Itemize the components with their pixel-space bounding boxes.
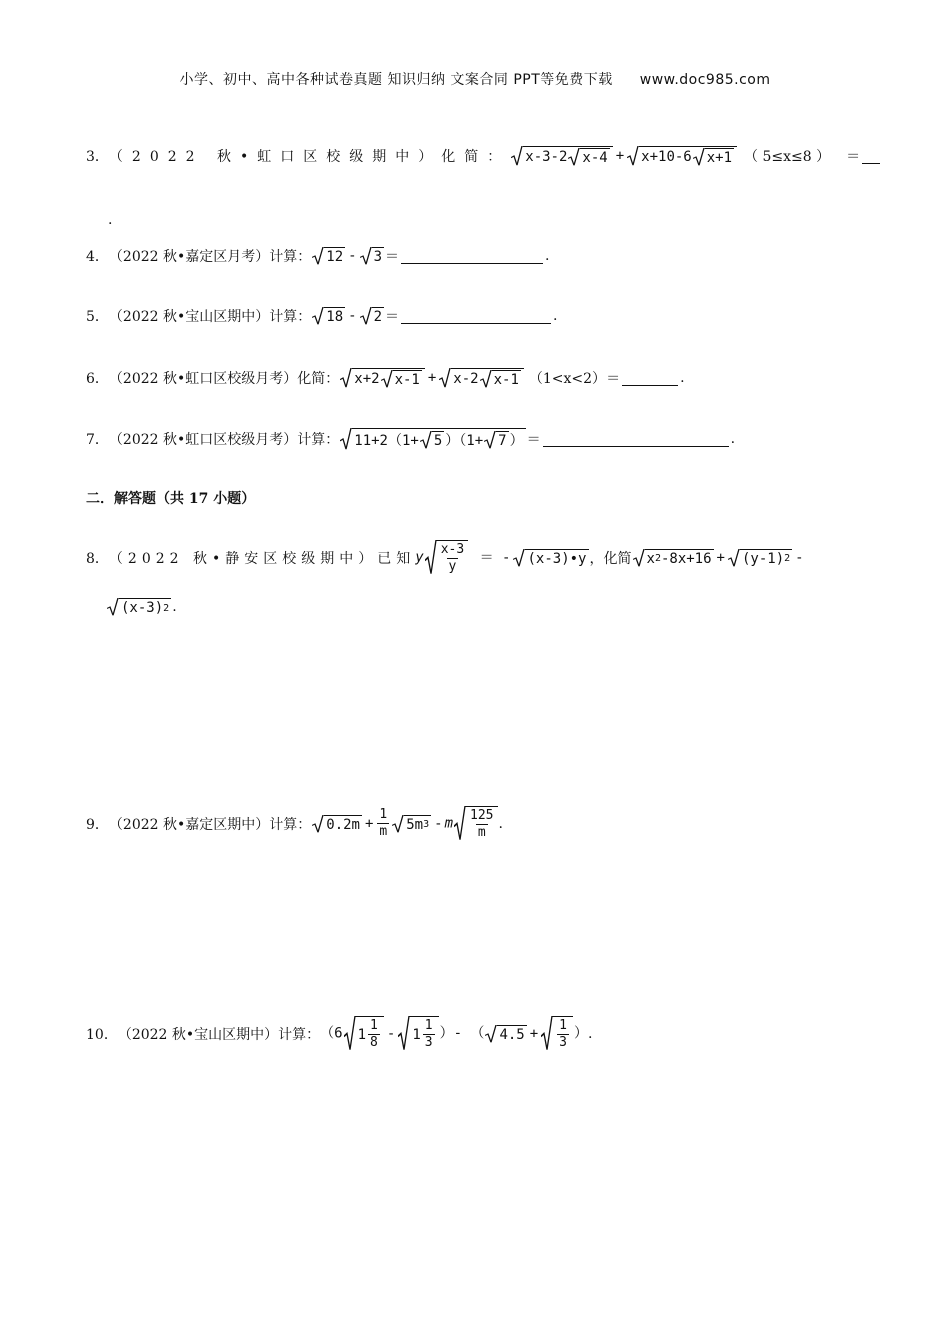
radical	[485, 1025, 526, 1043]
problem-number: 7．	[86, 432, 109, 448]
problem-number: 5．	[86, 309, 109, 325]
equals: ＝	[385, 249, 399, 265]
problem-source: （2022 秋•静安区校级期中）已知	[108, 550, 416, 567]
period: .	[545, 248, 550, 264]
radical	[425, 540, 468, 575]
period: .	[680, 370, 685, 386]
period: .	[498, 815, 503, 832]
radical	[340, 428, 525, 450]
radical	[398, 1016, 438, 1051]
radicand: (x-3)•y	[527, 550, 587, 567]
radicand: x-4	[582, 150, 608, 166]
radical: (y-1) 2	[728, 549, 792, 567]
problem-4	[86, 246, 549, 266]
radicand: x-1	[394, 372, 420, 388]
radicand: 4.5	[499, 1026, 525, 1043]
radical	[484, 431, 508, 449]
problem-number: 10．	[86, 1026, 118, 1043]
equals: ＝	[846, 149, 861, 165]
radicand-part: ）（1+	[445, 433, 484, 449]
radicand: 7	[498, 433, 507, 449]
section-title: 二．解答题（共 17 小题）	[86, 491, 256, 507]
fraction	[368, 1018, 380, 1051]
radicand: x+10-6	[641, 149, 692, 165]
answer-blank[interactable]	[622, 371, 678, 386]
radicand-part: (x-3)	[121, 600, 164, 616]
fraction	[557, 1018, 569, 1051]
problem-mid-text: ，化简	[589, 550, 632, 567]
radical: 5m 3	[392, 815, 431, 833]
radicand: 2	[373, 309, 382, 325]
denominator: 3	[559, 1035, 567, 1050]
radical	[541, 1016, 573, 1051]
radical	[312, 815, 362, 833]
radicand: 18	[326, 309, 344, 325]
radical	[360, 307, 384, 325]
problem-source: （2022 秋•虹口区校级月考）计算：	[108, 432, 340, 448]
whole-part: 1	[412, 1026, 421, 1043]
problem-9	[86, 806, 503, 841]
problem-source: （2022 秋•嘉定区期中）计算：	[108, 816, 312, 833]
period: .	[553, 308, 558, 324]
radical	[511, 146, 612, 166]
whole-part: 1	[357, 1026, 367, 1043]
radical	[568, 148, 609, 166]
problem-number: 8．	[86, 550, 109, 567]
radical	[420, 431, 444, 449]
expression: x+2 x-1 + x-2 x-1	[339, 368, 525, 388]
expression: 12 - 3	[311, 247, 385, 265]
equals: ＝	[606, 371, 621, 387]
radicand: 12	[326, 249, 344, 265]
radicand: x-3-2	[525, 149, 568, 165]
radicand: 5	[433, 433, 443, 449]
radical: x 2 -8x+16	[633, 549, 714, 567]
problem-number: 9．	[86, 816, 109, 833]
problem-source: （2022 秋•宝山区期中）计算：	[117, 1026, 321, 1043]
radical	[480, 370, 521, 388]
radical	[360, 247, 384, 265]
condition: （ 5≤x≤8 ）	[744, 149, 831, 165]
expression: x 2 -8x+16 + (y-1) 2 -	[632, 549, 806, 567]
radical	[627, 146, 737, 166]
numerator: 125	[470, 808, 494, 823]
expression: x-3-2 x-4 + x+10-6 x+1	[510, 146, 738, 166]
numerator: 1	[370, 1018, 378, 1033]
problem-source: （2022 秋•嘉定区月考）计算：	[108, 249, 312, 265]
radical	[439, 368, 524, 388]
radical	[693, 148, 734, 166]
fraction	[377, 807, 389, 840]
problem-8-cont	[106, 598, 177, 616]
problem-source: （2022 秋•虹口区校级月考）化简：	[108, 371, 340, 387]
problem-3	[86, 146, 882, 166]
radicand-part: 11+2（1+	[354, 433, 419, 449]
radicand: x-1	[493, 372, 519, 388]
radicand-part: ）	[509, 433, 524, 449]
radical	[312, 307, 345, 325]
answer-blank[interactable]	[401, 309, 551, 324]
problem-10	[86, 1016, 592, 1051]
radicand-part: 5m	[406, 816, 424, 833]
answer-blank[interactable]	[401, 249, 543, 264]
period: .	[588, 1025, 593, 1042]
fraction	[470, 808, 493, 841]
problem-number: 6．	[86, 371, 109, 387]
fraction	[441, 542, 464, 575]
problem-source: （2022 秋•虹口区校级期中）化简：	[108, 149, 511, 165]
radicand: x+2	[354, 371, 380, 387]
radical	[344, 1016, 384, 1051]
radical	[513, 549, 588, 567]
radicand: x-2	[453, 371, 479, 387]
expression: y $\frac{x-3}{y}$ ＝ - (x-3)•y	[415, 542, 587, 574]
numerator: 1	[379, 807, 388, 822]
expression: 0.2m + $\frac{1}{m}$ 5m 3 - m $\frac{125}{m}$	[311, 806, 498, 841]
page-header	[0, 69, 950, 89]
denominator: 8	[370, 1035, 378, 1050]
problem-8	[86, 540, 806, 575]
coefficient: 6	[334, 1025, 343, 1042]
denominator: y	[448, 559, 457, 574]
period: .	[730, 431, 736, 447]
radical	[312, 247, 345, 265]
header-site: www.doc985.com	[639, 72, 771, 88]
fraction	[423, 1018, 435, 1051]
radical	[340, 368, 425, 388]
expression	[339, 428, 526, 450]
expression: （6 1 $\frac{1}{8}$ - 1 $\frac{1}{3}$ ）- （ 4.5 + $\frac{1}{3}$ ）	[320, 1018, 588, 1050]
radicand-part: x	[646, 550, 655, 567]
denominator: 3	[424, 1035, 433, 1050]
radical	[381, 370, 422, 388]
variable-m: m	[444, 815, 454, 832]
equals: ＝	[526, 432, 541, 448]
header-text: 小学、初中、高中各种试卷真题 知识归纳 文案合同 PPT等免费下载	[179, 72, 613, 88]
radical	[454, 806, 497, 841]
answer-blank[interactable]	[862, 149, 880, 164]
problem-number: 4．	[86, 249, 109, 265]
radicand-part: (y-1)	[741, 550, 785, 567]
numerator: 1	[424, 1018, 433, 1033]
equals: ＝	[385, 309, 399, 325]
period: .	[172, 599, 177, 615]
expression: 18 - 2	[311, 307, 385, 325]
radicand-part: -8x+16	[660, 550, 712, 567]
radicand: 0.2m	[326, 816, 360, 833]
problem-3-end: .	[108, 212, 113, 228]
condition: （1<x<2）	[528, 371, 607, 387]
denominator: m	[477, 825, 486, 840]
answer-blank[interactable]	[543, 432, 729, 447]
numerator: x-3	[440, 542, 465, 557]
problem-7	[86, 428, 735, 450]
problem-6	[86, 368, 685, 388]
radicand: 3	[373, 249, 382, 265]
problem-5	[86, 306, 557, 326]
variable-y: y	[415, 549, 424, 566]
numerator: 1	[559, 1018, 567, 1033]
radicand: x+1	[706, 150, 733, 166]
problem-source: （2022 秋•宝山区期中）计算：	[108, 309, 312, 325]
radical: (x-3) 2	[107, 598, 171, 616]
denominator: m	[379, 824, 388, 839]
problem-number: 3．	[86, 149, 109, 165]
